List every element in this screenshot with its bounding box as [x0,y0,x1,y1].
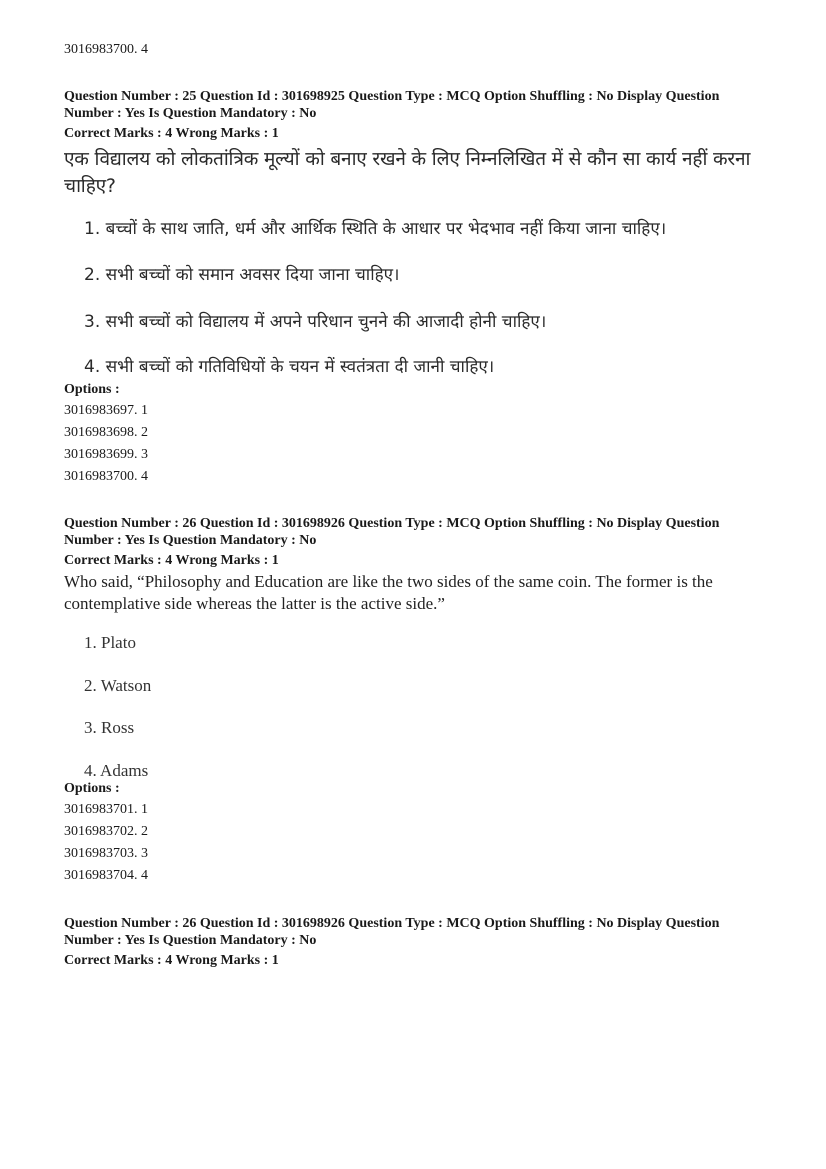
question-25-options-label: Options : [64,382,120,397]
question-25-option-id-3: 3016983699. 3 [64,447,148,462]
question-25-choice-4: 4. सभी बच्चों को गतिविधियों के चयन में स्वतंत्रता दी जानी चाहिए। [84,357,495,377]
question-26-options-label: Options : [64,781,120,796]
question-26-repeat-marks: Correct Marks : 4 Wrong Marks : 1 [64,953,279,968]
question-26-repeat-meta-line-1: Question Number : 26 Question Id : 301698926 Question Type : MCQ Option Shuffling : No Display Question [64,916,720,931]
question-26-choice-3: 3. Ross [84,718,135,737]
question-26-option-id-4: 3016983704. 4 [64,868,148,883]
question-25-option-id-4: 3016983700. 4 [64,469,148,484]
question-26-option-id-3: 3016983703. 3 [64,846,148,861]
question-26-choice-2: 2. Watson [84,676,152,695]
question-26-option-id-1: 3016983701. 1 [64,802,148,817]
question-25-marks: Correct Marks : 4 Wrong Marks : 1 [64,126,279,141]
previous-answer-line: 3016983700. 4 [64,42,148,57]
question-25-meta-line-1: Question Number : 25 Question Id : 301698925 Question Type : MCQ Option Shuffling : No Display Question [64,89,720,104]
question-26-choice-1: 1. Plato [84,633,136,652]
question-26-repeat-meta-line-2: Number : Yes Is Question Mandatory : No [64,933,317,948]
question-26-meta-line-1: Question Number : 26 Question Id : 301698926 Question Type : MCQ Option Shuffling : No Display Question [64,516,720,531]
question-25-choice-1: 1. बच्चों के साथ जाति, धर्म और आर्थिक स्थिति के आधार पर भेदभाव नहीं किया जाना चाहिए। [84,219,667,239]
question-26-meta-line-2: Number : Yes Is Question Mandatory : No [64,533,317,548]
question-25-text-line-1: एक विद्यालय को लोकतांत्रिक मूल्यों को बनाए रखने के लिए निम्नलिखित में से कौन सा कार्य नहीं करना [64,148,751,170]
question-25-meta-line-2: Number : Yes Is Question Mandatory : No [64,106,317,121]
question-26-marks: Correct Marks : 4 Wrong Marks : 1 [64,553,279,568]
question-26-text-line-1: Who said, “Philosophy and Education are like the two sides of the same coin. The former is the [64,572,713,591]
question-25-option-id-1: 3016983697. 1 [64,403,148,418]
question-26-choice-4: 4. Adams [84,761,149,780]
question-26-text-line-2: contemplative side whereas the latter is the active side.” [64,594,445,613]
question-25-option-id-2: 3016983698. 2 [64,425,148,440]
question-25-text-line-2: चाहिए? [64,175,116,197]
question-25-choice-2: 2. सभी बच्चों को समान अवसर दिया जाना चाहिए। [84,265,400,285]
question-25-choice-3: 3. सभी बच्चों को विद्यालय में अपने परिधान चुनने की आजादी होनी चाहिए। [84,312,547,332]
question-26-option-id-2: 3016983702. 2 [64,824,148,839]
